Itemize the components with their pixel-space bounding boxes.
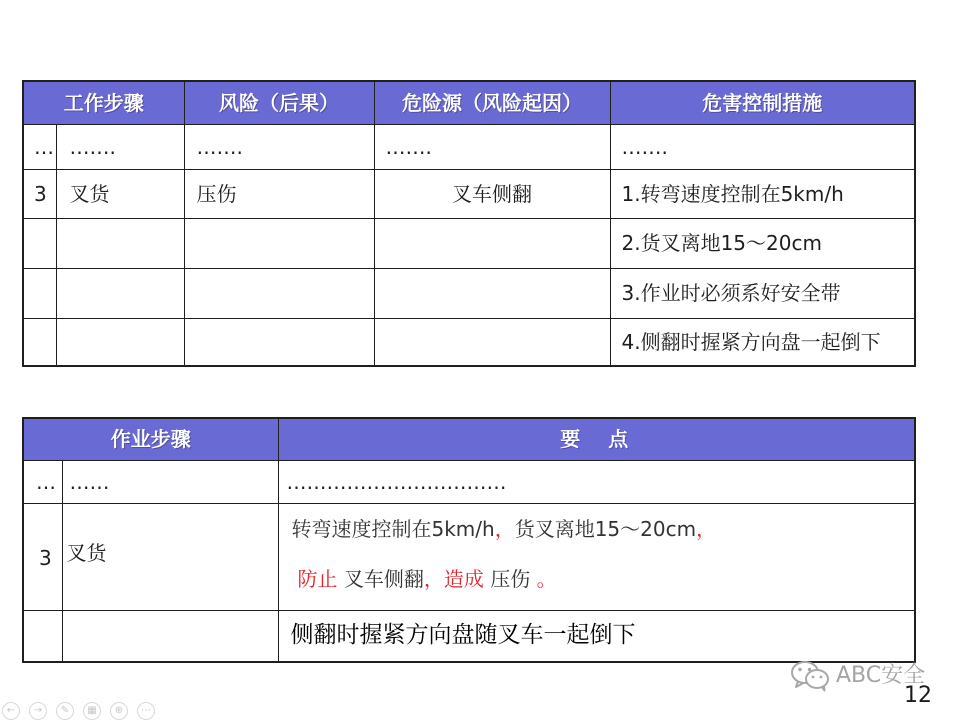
text-segment: 造成 xyxy=(443,566,484,591)
row-number-cell: 3 xyxy=(23,503,62,610)
previous-slide-icon[interactable]: ← xyxy=(2,702,20,720)
risk-cell: ……. xyxy=(184,124,374,169)
text-segment: 。 xyxy=(530,566,557,591)
risk-cell xyxy=(184,268,374,318)
step-cell: …… xyxy=(62,460,278,503)
text-segment: ， xyxy=(696,516,717,541)
hazard-source-cell: ……. xyxy=(374,124,610,169)
risk-assessment-table xyxy=(22,80,916,367)
header-risk-consequence: 风险（后果） xyxy=(184,81,374,124)
hazard-source-cell xyxy=(374,218,610,268)
table-row xyxy=(23,503,915,610)
slides-grid-icon[interactable]: ▦ xyxy=(83,702,101,720)
table-header-row xyxy=(23,81,915,124)
text-segment: 转弯速度控制在5km/h xyxy=(291,516,495,541)
key-point-line xyxy=(292,554,915,604)
more-options-icon[interactable]: ⋯ xyxy=(137,702,155,720)
hazard-source-cell: 叉车侧翻 xyxy=(374,169,610,218)
control-measure-cell: ……. xyxy=(610,124,915,169)
slideshow-toolbar xyxy=(2,702,155,720)
row-number-cell xyxy=(23,318,56,366)
row-number-cell xyxy=(23,218,56,268)
step-cell: 叉货 xyxy=(56,169,184,218)
wechat-icon xyxy=(790,660,830,692)
zoom-icon[interactable]: ⊕ xyxy=(110,702,128,720)
text-segment: 压伤 xyxy=(483,566,531,591)
table-row xyxy=(23,169,915,218)
key-points-cell xyxy=(278,503,915,610)
header-hazard-source: 危险源（风险起因） xyxy=(374,81,610,124)
risk-cell xyxy=(184,318,374,366)
table-row xyxy=(23,318,915,366)
key-point-line xyxy=(292,504,915,554)
text-segment: 叉车侧翻 xyxy=(337,566,424,591)
header-key-points: 要 点 xyxy=(278,418,915,460)
page-number: 12 xyxy=(904,683,932,708)
watermark-text: ABC安全 xyxy=(836,663,926,688)
row-number-cell xyxy=(23,610,62,662)
row-number-cell: … xyxy=(23,124,56,169)
row-number-cell xyxy=(23,268,56,318)
risk-cell: 压伤 xyxy=(184,169,374,218)
next-slide-icon[interactable]: → xyxy=(29,702,47,720)
text-segment: 货叉离地15～20cm xyxy=(514,516,697,541)
control-measure-cell: 1.转弯速度控制在5km/h xyxy=(610,169,915,218)
control-measure-cell: 3.作业时必须系好安全带 xyxy=(610,268,915,318)
control-measure-cell: 2.货叉离地15～20cm xyxy=(610,218,915,268)
step-cell: 叉货 xyxy=(62,503,278,610)
key-points-table xyxy=(22,417,916,663)
control-measure-cell: 4.侧翻时握紧方向盘一起倒下 xyxy=(610,318,915,366)
table-row xyxy=(23,124,915,169)
text-segment: 防止 xyxy=(297,566,338,591)
header-work-step: 工作步骤 xyxy=(23,81,184,124)
step-cell: ……. xyxy=(56,124,184,169)
step-cell xyxy=(56,268,184,318)
risk-cell xyxy=(184,218,374,268)
header-operation-step: 作业步骤 xyxy=(23,418,278,460)
text-segment: ， xyxy=(423,566,444,591)
hazard-source-cell xyxy=(374,268,610,318)
table-header-row xyxy=(23,418,915,460)
key-points-cell: 侧翻时握紧方向盘随叉车一起倒下 xyxy=(278,610,915,662)
text-segment: ， xyxy=(494,516,515,541)
table-row xyxy=(23,460,915,503)
row-number-cell: … xyxy=(23,460,62,503)
row-number-cell: 3 xyxy=(23,169,56,218)
table-row xyxy=(23,268,915,318)
header-control-measures: 危害控制措施 xyxy=(610,81,915,124)
table-row xyxy=(23,610,915,662)
hazard-source-cell xyxy=(374,318,610,366)
key-points-cell: …………………………… xyxy=(278,460,915,503)
step-cell xyxy=(56,318,184,366)
step-cell xyxy=(56,218,184,268)
step-cell xyxy=(62,610,278,662)
table-row xyxy=(23,218,915,268)
pen-icon[interactable]: ✎ xyxy=(56,702,74,720)
